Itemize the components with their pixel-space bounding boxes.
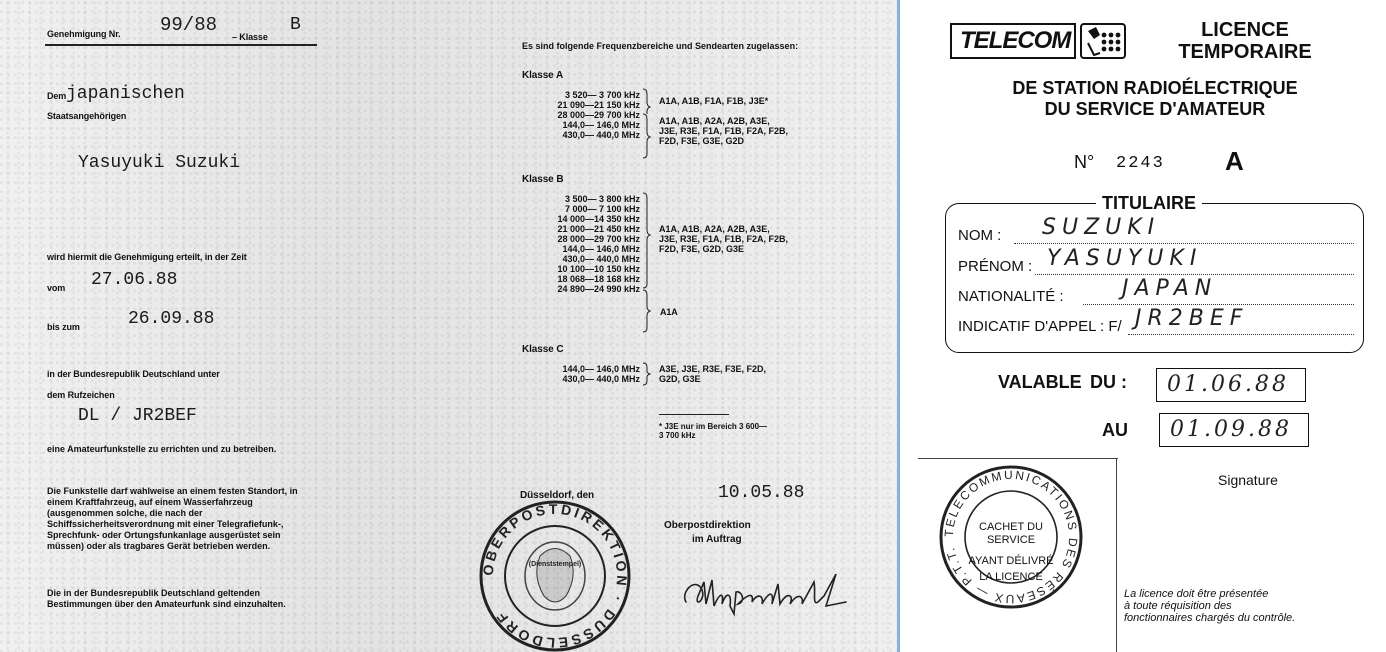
subtitle-line-2: DU SERVICE D'AMATEUR [1044,99,1266,119]
stamp-area-top-rule [918,458,1118,459]
issue-date: 10.05.88 [718,483,805,503]
permit-class: B [290,15,301,35]
class-b-cw-mode: A1A [660,307,678,317]
until-date: 26.09.88 [128,309,215,329]
class-a-heading: Klasse A [522,70,564,81]
telecom-logo: TELECOM [950,23,1076,59]
class-b-modes [659,224,788,254]
frequency-intro: Es sind folgende Frequenzbereiche und Sendearten zugelassen: [522,41,799,51]
au-label: AU [1102,420,1128,440]
frequency-range: 430,0— 440,0 MHz [562,130,640,140]
frequency-range: 10 100—10 150 kHz [557,264,640,274]
number-label: N° [1074,152,1095,172]
stamp-ring-text: TELECOMMUNICATIONS DES RÉSEAUX — P.T.T. [941,467,1081,607]
stamp-line-2: SERVICE [986,534,1036,546]
frequency-range: 144,0— 146,0 MHz [562,120,640,130]
au-date-box [1159,413,1309,447]
mode-list: F2D, F3E, G2D, G3E [659,244,745,254]
class-b-heading: Klasse B [522,174,564,185]
class-b-brace [641,192,651,334]
from-date: 27.06.88 [91,270,178,290]
mode-list: F2D, F3E, G3E, G2D [659,136,745,146]
dem-prefix: Dem [47,91,67,101]
frequency-range: 18 068—18 168 kHz [557,274,640,284]
indicatif-label: INDICATIF D'APPEL : F/ [958,318,1122,335]
licence-title [1170,19,1320,63]
french-licence-document [900,0,1386,652]
usage-paragraph: Die Funkstelle darf wahlweise an einem festen Standort, in einem Kraftfahrzeug, auf einem Wasserfahrzeug (ausgenommen solche, die nach der Schiffssicherheitsverordnung mit einer Telegrafiefunk-, Sprechfunk- oder Ortungsfunkanlage ausgerüstet sein müssen) oder als tragbares Gerät betrieben werden. [47,486,298,551]
class-c-modes [659,364,766,384]
mode-list: A1A, A1B, F1A, F1B, J3E* [659,96,769,106]
class-a-brace [641,88,651,160]
until-label: bis zum [47,322,80,332]
nationality-label: Staatsangehörigen [47,111,127,121]
mode-list: J3E, R3E, F1A, F1B, F2A, F2B, [659,126,789,136]
prenom-value: YASUYUKI [1047,246,1203,271]
purpose-text: eine Amateurfunkstelle zu errichten und zu betreiben. [47,444,277,454]
ptt-service-stamp [936,462,1086,612]
valable-label: VALABLE [998,372,1082,392]
licence-number: 2243 [1116,154,1165,173]
official-signature [676,562,876,622]
frequency-range: 21 000—21 450 kHz [557,224,640,234]
from-label: vom [47,283,66,293]
title-line-1: LICENCE [1201,19,1289,41]
mode-list: A3E, J3E, R3E, F3E, F2D, [659,364,767,374]
stamp-area-side-rule [1116,458,1117,652]
authority-label: Oberpostdirektion [664,520,751,531]
permit-number-label: Genehmigung Nr. [47,29,121,39]
frequency-range: 28 000—29 700 kHz [557,110,640,120]
class-label: – Klasse [232,32,268,42]
frequency-range: 144,0— 146,0 MHz [562,244,640,254]
licence-class: A [1225,146,1244,176]
du-date: 01.06.88 [1167,372,1289,397]
frequency-range: 24 890—24 990 kHz [557,284,640,294]
nationalite-label: NATIONALITÉ : [958,288,1064,305]
title-line-2: TEMPORAIRE [1178,41,1312,63]
frequency-range: 3 520— 3 700 kHz [564,90,640,100]
footnote-rule [659,414,729,415]
mode-list: A1A, A1B, A2A, A2B, A3E, [659,224,770,234]
class-c-frequencies [530,364,640,384]
class-c-heading: Klasse C [522,344,564,355]
holder-name: Yasuyuki Suzuki [78,153,241,173]
frequency-range: 28 000—29 700 kHz [557,234,640,244]
nationalite-value: JAPAN [1122,276,1218,301]
subtitle-line-1: DE STATION RADIOÉLECTRIQUE [1012,78,1298,98]
prenom-label: PRÉNOM : [958,258,1033,275]
signature-label: Signature [1218,472,1278,488]
callsign: DL / JR2BEF [78,406,197,426]
notice-line-2: à toute réquisition des [1124,600,1232,612]
frequency-range: 7 000— 7 100 kHz [564,204,640,214]
republic-text: in der Bundesrepublik Deutschland unter [47,369,220,379]
du-label: DU : [1090,372,1127,392]
footnote: * J3E nur im Bereich 3 600—3 700 kHz [659,422,768,440]
frequency-range: 430,0— 440,0 MHz [562,254,640,264]
header-rule [45,44,317,46]
frequency-range: 3 500— 3 800 kHz [564,194,640,204]
nationalite-line [1083,304,1354,305]
stamp-line-4: LA LICENCE [979,571,1043,583]
mode-list: G2D, G3E [659,374,701,384]
indicatif-value: JR2BEF [1135,306,1249,331]
notice-line-3: fonctionnaires chargés du contrôle. [1124,612,1296,624]
class-a-modes [659,96,788,146]
stamp-center-label: (Dienststempel) [528,561,582,568]
telephone-icon [1080,23,1126,59]
control-notice [1124,588,1295,624]
frequency-range: 144,0— 146,0 MHz [562,364,640,374]
place-label: Düsseldorf, den [520,490,595,501]
mode-list: A1A, A1B, A2A, A2B, A3E, [659,116,770,126]
notice-line-1: La licence doit être présentée [1124,588,1269,600]
on-behalf-label: im Auftrag [692,534,742,545]
mode-list: J3E, R3E, F1A, F1B, F2A, F2B, [659,234,789,244]
nationality-value: japanischen [66,84,185,104]
frequency-range: 14 000—14 350 kHz [557,214,640,224]
permit-number: 99/88 [160,14,218,36]
nom-label: NOM : [958,227,1002,244]
prenom-line [1035,274,1354,275]
au-date: 01.09.88 [1170,417,1292,442]
frequency-range: 430,0— 440,0 MHz [562,374,640,384]
class-b-frequencies [530,194,640,294]
grant-text: wird hiermit die Genehmigung erteilt, in der Zeit [47,252,247,262]
nom-line [1014,243,1354,244]
oberpostdirektion-stamp [470,496,640,652]
class-c-brace [641,362,651,386]
stamp-line-1: CACHET DU [979,521,1043,533]
stamp-ring-text: OBERPOSTDIREKTION · DÜSSELDORF [479,500,631,652]
titulaire-label: TITULAIRE [1096,193,1202,214]
frequency-range: 21 090—21 150 kHz [557,100,640,110]
du-date-box [1156,368,1306,402]
class-a-frequencies [530,90,640,140]
nom-value: SUZUKI [1042,215,1161,240]
stamp-line-3: AYANT DÉLIVRÉ [968,555,1054,567]
licence-subtitle [990,78,1320,120]
indicatif-line [1128,334,1354,335]
regulations-paragraph: Die in der Bundesrepublik Deutschland geltenden Bestimmungen über den Amateurfunk sind einzuhalten. [47,588,286,609]
callsign-label: dem Rufzeichen [47,390,115,400]
